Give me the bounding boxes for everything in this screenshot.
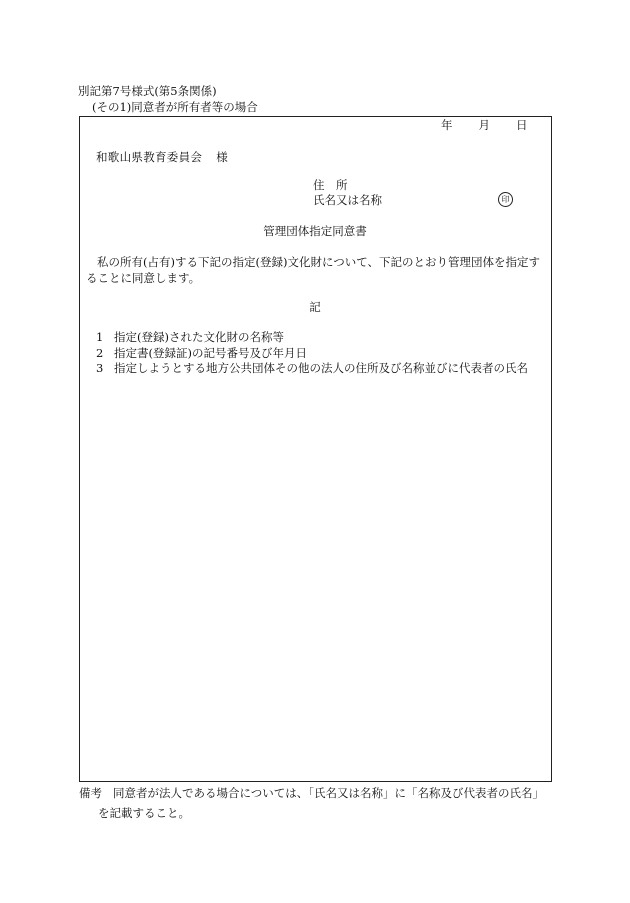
address-label: 住 所 <box>313 178 348 192</box>
ki-heading: 記 <box>309 300 321 314</box>
name-label: 氏名又は名称 <box>313 193 382 207</box>
remarks-text-line-2: を記載すること。 <box>98 806 190 820</box>
date-year-label: 年 <box>441 118 453 132</box>
list-item <box>96 346 307 362</box>
addressee-name: 和歌山県教育委員会 <box>96 150 203 164</box>
list-item-text: 指定(登録)された文化財の名称等 <box>114 330 284 344</box>
list-item <box>96 330 284 346</box>
form-number: 別記第7号様式(第5条関係) <box>78 84 217 98</box>
addressee <box>96 150 228 166</box>
remarks-label: 備考 <box>79 786 102 800</box>
list-item-number: 2 <box>96 346 104 360</box>
addressee-honorific: 様 <box>216 150 229 164</box>
date-day-label: 日 <box>516 118 528 132</box>
list-item-text: 指定書(登録証)の記号番号及び年月日 <box>114 346 307 360</box>
form-subtitle: (その1)同意者が所有者等の場合 <box>92 100 258 114</box>
list-item-number: 1 <box>96 330 104 344</box>
form-frame <box>79 116 552 782</box>
document-title: 管理団体指定同意書 <box>263 224 367 238</box>
date-month-label: 月 <box>478 118 490 132</box>
date-line <box>441 118 528 134</box>
seal-mark: 印 <box>498 192 513 207</box>
list-item-text: 指定しようとする地方公共団体その他の法人の住所及び名称並びに代表者の氏名 <box>114 361 528 375</box>
list-item <box>96 361 528 377</box>
list-item-number: 3 <box>96 361 104 375</box>
consent-statement: 私の所有(占有)する下記の指定(登録)文化財について、下記のとおり管理団体を指定することに同意します。 <box>86 255 540 285</box>
remarks-text-line-1: 同意者が法人である場合については、「氏名又は名称」に「名称及び代表者の氏名」 <box>113 786 545 800</box>
